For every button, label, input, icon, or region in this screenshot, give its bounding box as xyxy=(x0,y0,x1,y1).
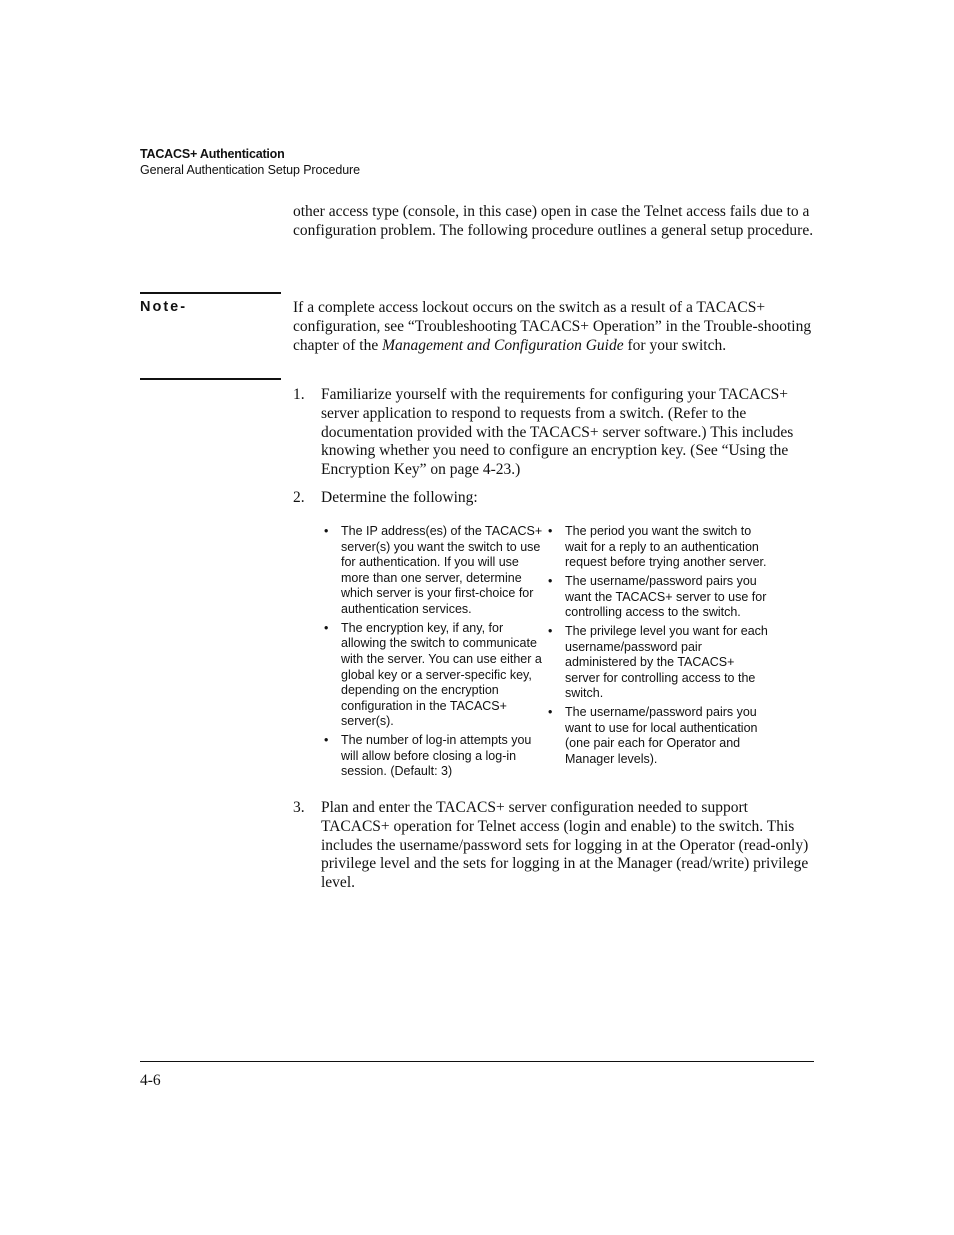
bullet-list-right xyxy=(546,524,772,771)
procedure-step-2 xyxy=(293,489,818,508)
bullet-item xyxy=(322,733,544,780)
note-top-rule xyxy=(140,292,281,294)
running-header-subtitle: General Authentication Setup Procedure xyxy=(140,163,360,177)
guide-title: Management and Configuration Guide xyxy=(382,336,624,354)
bullet-item xyxy=(546,524,772,571)
bullet-item xyxy=(322,524,544,618)
note-text-after: for your switch. xyxy=(623,336,727,354)
bullet-text: The period you want the switch to wait for a reply to an authentication request before trying another server. xyxy=(565,524,767,570)
footer-rule xyxy=(140,1061,814,1062)
bullet-icon: • xyxy=(324,733,329,748)
bullet-text: The username/password pairs you want the TACACS+ server to use for controlling access to the switch. xyxy=(565,573,767,620)
intro-paragraph: other access type (console, in this case) open in case the Telnet access fails due to a configuration problem. The following procedure outlines a general setup procedure. xyxy=(293,203,814,239)
bullet-icon: • xyxy=(548,623,553,638)
bullet-item xyxy=(546,705,772,767)
step-number: 3. xyxy=(293,799,305,816)
bullet-icon: • xyxy=(548,573,553,588)
bullet-text: The privilege level you want for each username/password pair administered by the TACACS+ server for controlling access to the switch. xyxy=(565,623,768,701)
page-number: 4-6 xyxy=(140,1072,161,1089)
step-number: 2. xyxy=(293,489,305,506)
bullet-icon: • xyxy=(548,524,553,538)
procedure-step-1 xyxy=(293,386,818,480)
bullet-text: The username/password pairs you want to use for local authentication (one pair each for Operator and Manager levels). xyxy=(565,705,758,766)
bullet-icon: • xyxy=(548,705,553,720)
note-text xyxy=(293,299,818,355)
step-text: Familiarize yourself with the requirements for configuring your TACACS+ server application to respond to requests from a switch. (Refer to the documentation provided with the TACACS+ server software.) This includes knowing whether you need to configure an encryption key. (See “Using the Encryption Key” on page 4-23.) xyxy=(321,386,794,479)
step-text: Plan and enter the TACACS+ server configuration needed to support TACACS+ operation for Telnet access (login and enable) to the switch. This includes the username/password sets for logging in at the Operator (read-only) privilege level and the sets for logging in at the Manager (read/write) privilege level. xyxy=(321,799,809,892)
bullet-text: The IP address(es) of the TACACS+ server(s) you want the switch to use for authentication. If you will use more than one server, determine which server is your first-choice for authentication services. xyxy=(341,524,543,616)
step-number: 1. xyxy=(293,386,305,403)
note-label: Note- xyxy=(140,299,188,315)
bullet-list-left xyxy=(322,524,544,783)
bullet-item xyxy=(546,624,772,702)
running-header-title: TACACS+ Authentication xyxy=(140,147,285,161)
bullet-icon: • xyxy=(324,524,329,538)
note-text-before: If a complete access lockout occurs on the switch as a result of a TACACS+ configuration, see “Troubleshooting TACACS+ Operation” in the Trouble-shooting chapter of the xyxy=(293,299,812,354)
procedure-step-3 xyxy=(293,799,818,893)
bullet-text: The number of log-in attempts you will allow before closing a log-in session. (Default: 3) xyxy=(341,733,532,779)
bullet-item xyxy=(322,621,544,730)
bullet-text: The encryption key, if any, for allowing the switch to communicate with the server. You can use either a global key or a server-specific key, depending on the encryption configuration in the TACACS+ server(s). xyxy=(341,620,542,729)
note-bottom-rule xyxy=(140,378,281,380)
step-text: Determine the following: xyxy=(321,489,478,506)
bullet-icon: • xyxy=(324,620,329,635)
bullet-item xyxy=(546,574,772,621)
